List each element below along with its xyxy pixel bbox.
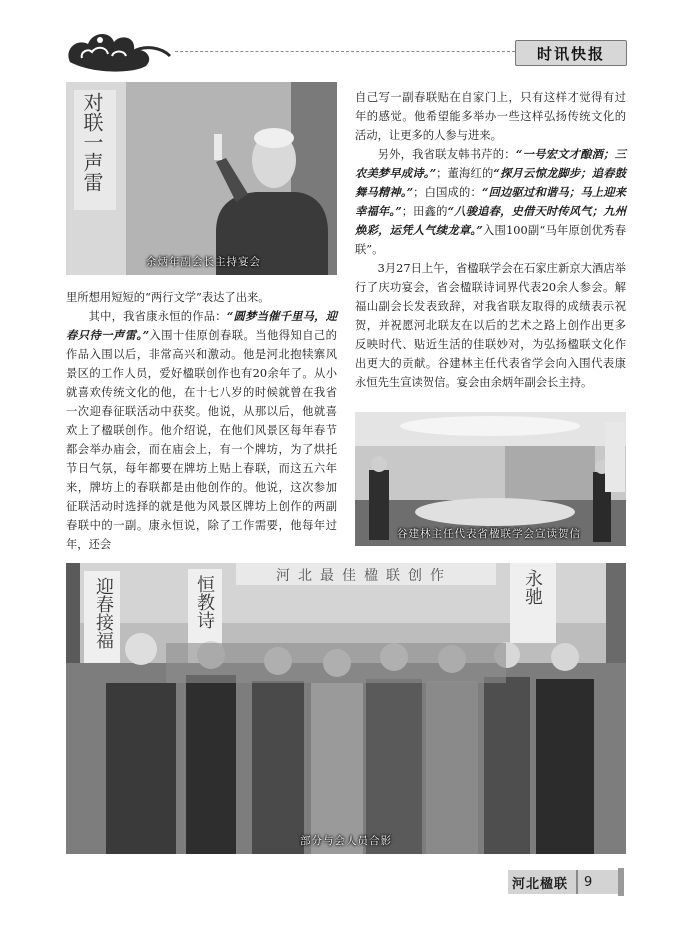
couplet-quote: “回边驱过和谐马；马上迎来幸福年。”	[355, 185, 626, 218]
publication-name: 河北楹联	[512, 876, 569, 892]
header-divider	[175, 51, 515, 52]
photo-scroll-middle: 恒教诗	[194, 575, 215, 629]
couplet-quote: “八骏追春，史借天时传风气；九州焕彩，运凭人气续龙章。”	[355, 204, 626, 237]
photo-host-toast	[66, 82, 337, 275]
photo-calligraphy-scroll: 对联一声雷	[80, 92, 104, 192]
section-title: 时讯快报	[515, 40, 627, 66]
paragraph	[66, 307, 337, 554]
footer-divider	[576, 870, 578, 894]
photo-caption: 部分与会人员合影	[300, 835, 392, 847]
paragraph: 里所想用短短的“两行文学”表达了出来。	[66, 291, 270, 304]
footer-edge	[618, 868, 624, 896]
text-span: ；田鑫的	[401, 205, 448, 218]
paragraph: 自己写一副春联贴在自家门上，只有这样才觉得有过年的感觉。他希望能多举办一些这样弘扬传统文化的活动，让更多的人参与进来。	[355, 91, 626, 142]
text-span: 另外，我省联友韩书芹的：	[377, 148, 516, 161]
text-span: 其中，我省康永恒的作品：	[88, 310, 227, 323]
page-footer	[508, 870, 618, 894]
photo-scroll-left: 迎春接福	[93, 577, 114, 649]
photo-group	[66, 563, 626, 854]
paragraph	[355, 145, 626, 259]
couplet-quote: “一号宏文才酿酒；三农美梦早成诗。”	[355, 147, 626, 180]
page-number: 9	[584, 874, 593, 890]
couplet-quote: “圆梦当催千里马，迎春只待一声雷。”	[66, 309, 337, 342]
paragraph: 3月27日上午，省楹联学会在石家庄新京大酒店举行了庆功宴会，省会楹联诗词界代表20余人参会。解福山副会长发表致辞，对我省联友取得的成绩表示祝贺，并祝愿河北联友在以后的艺术之路上创作出更多反映时代、贴近生活的佳联妙对，为弘扬楹联文化作出更大的贡献。谷建林主任代表省学会向入围代表康永恒先生宣读贺信。宴会由余炳年副会长主持。	[355, 262, 626, 389]
text-span: 入围十佳原创春联。当他得知自己的作品入围以后，非常高兴和激动。他是河北抱犊寨风景区的工作人员，爱好楹联创作也有20余年了。从小就喜欢传统文化的他，在十七八岁的时候就曾在我省一次迎春征联活动中获奖。他说，从那以后，他就喜欢上了楹联创作。他介绍说，在他们风景区每年春节都会举办庙会，而在庙会上，有一个牌坊，为了烘托节日气氛，每年都要在牌坊上贴上春联，而这五六年来，牌坊上的春联都是由他创作的。他说，这次参加征联活动时选择的就是他为风景区牌坊上创作的两副春联中的一副。康永恒说，除了工作需要，他每年过年，还会	[66, 329, 337, 551]
text-span: ；白国成的：	[413, 186, 482, 199]
couplet-quote: “探月云惊龙脚步；追春鼓舞马精神。”	[355, 166, 626, 199]
photo-caption: 谷建林主任代表省楹联学会宣读贺信	[397, 528, 581, 540]
photo-banquet-letter	[355, 412, 626, 546]
text-span: ；董海红的	[436, 167, 494, 180]
photo-caption: 余炳年副会长主持宴会	[146, 256, 261, 268]
article-left-column	[66, 288, 337, 554]
photo-scroll-right: 永驰	[522, 569, 543, 605]
text-span: 入围100副“马年原创优秀春联”。	[355, 224, 626, 256]
article-right-column	[355, 88, 626, 392]
cloud-ornament-logo	[62, 22, 172, 80]
photo-banner-text: 河北最佳楹联创作	[276, 568, 452, 584]
